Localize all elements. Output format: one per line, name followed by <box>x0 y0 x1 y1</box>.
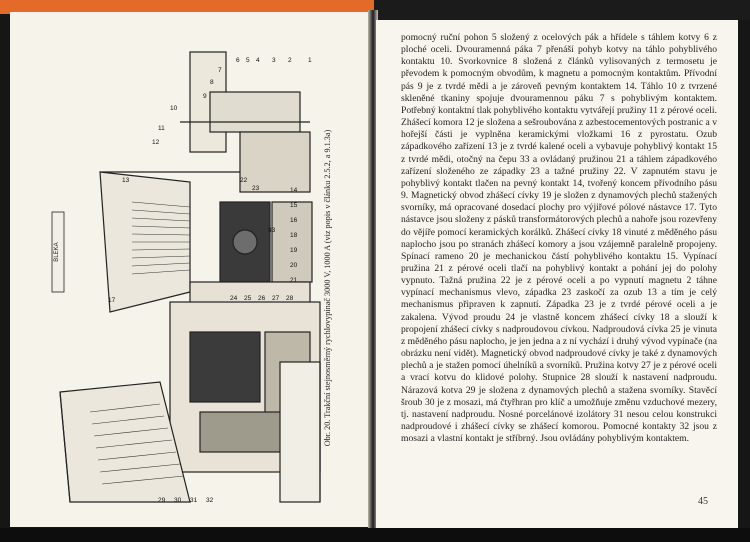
ref-number: 31 <box>190 497 198 504</box>
ref-number: 7 <box>218 67 222 74</box>
background-bottom <box>0 528 750 542</box>
ref-number: 3 <box>272 57 276 64</box>
ref-number: 29 <box>158 497 166 504</box>
ref-number: 17 <box>108 297 116 304</box>
figure-caption-area <box>298 58 358 518</box>
ref-number: 4 <box>256 57 260 64</box>
ref-number: 21 <box>290 277 298 284</box>
ref-number: 28 <box>286 295 294 302</box>
ref-number: 1 <box>308 57 312 64</box>
ref-number: 2 <box>288 57 292 64</box>
ref-number: 33 <box>268 227 276 234</box>
ref-number: 14 <box>290 187 298 194</box>
ref-number: 27 <box>272 295 280 302</box>
ref-number: 6 <box>236 57 240 64</box>
ref-number: 30 <box>174 497 182 504</box>
magnet-housing <box>210 92 300 132</box>
ref-number: 23 <box>252 185 260 192</box>
ref-number: 15 <box>290 202 298 209</box>
ref-number: 11 <box>158 125 165 132</box>
nameplate-text: BLEKA <box>54 242 60 262</box>
ref-number: 10 <box>170 105 178 112</box>
ref-number: 26 <box>258 295 266 302</box>
ref-number: 13 <box>122 177 130 184</box>
circuit-breaker-drawing <box>40 32 330 512</box>
ref-number: 32 <box>206 497 214 504</box>
figure-caption: Obr. 20. Trakční stejnosměrný rychlovypínač 3000 V, 1000 A (viz popis v článku 2.5.2, a 9.1.3a) <box>323 129 332 447</box>
ref-number: 25 <box>244 295 252 302</box>
page-number: 45 <box>698 496 708 507</box>
ref-number: 5 <box>246 57 250 64</box>
paragraph: pomocný ruční pohon 5 složený z ocelových pák a hřídele s táhlem kotvy 6 z ploché oceli. Dvouramenná páka 7 přenáší pohyb kotvy na táhlo pohyblivého kontaktu 10. Svorkovnice 8 složená z článků vylisovaných z termosetu je převodem k pomocným obvodům, k magnetu a pomocným kontaktům. Přívodní pás 9 je z tvrdé mědi a je zároveň pevným kontaktem 14. Táhlo 10 z tvrzené skleněné tkaniny spojuje dvouramennou páku 7 s pohyblivým kontaktem. Potřebný kontaktní tlak pohyblivého kontaktu vytvářejí pružiny 11 z pérové oceli. Zhášecí komora 12 je složena a sešroubována z azbestocementových postranic a v hořejší části je vyplněna keramickými vložkami 16 z pyrostatu. Ozub západkového zařízení 13 je z tvrdé kalené oceli a vybavuje pohyblivý kontakt 15 z tvrdé mědi, otočný na čepu 33 a ovládaný pružinou 21 a táhlem západkového zařízení složeného ze západky 23 a tažné pružiny 22. V zapnutém stavu je pohyblivý kontakt tlačen na pevný kontakt 14, tvořený koncem přívodního pásu 9. Magnetický obvod zhášecí cívky 19 je složen z dynamových plechů stažených svorníky, má opracované dosedací plochy pro výjiřové pólové nástavce 17. Tyto nástavce jsou složeny z pásků transformátorových plechů a nahoře jsou rozevřeny do vějíře pomocí keramických korálků. Zhášecí cívky 18 vinuté z měděného pásu naplocho jsou po stranách zhášecí komory a jsou vzájemně paralelně propojeny. Spínací rameno 20 je mechanickou částí pohyblivého kontaktu 15. Vypínací pružina 21 z pérové oceli tlačí na pohyblivý kontakt a pohání jej do polohy vypnuto. Tažná pružina 22 je z pérové oceli a po vypnutí magnetu 2 táhne vypínací mechanismus vlevo, západka 23 zaskočí za ozub 13 a tím je celý mechanismus připraven k zapnutí. Západka 23 je z tvrdé pérové oceli a je zakalena. Vývod proudu 24 je vlastně koncem zhášecí cívky 18 a slouží k propojení zhášecí cívky s nadproudovou cívkou. Nadproudová cívka 25 je vinuta z měděného pásu naplocho, je jen jedna a z ní vychází i druhý vývod vypínače (na obrázku není vidět). Magnetický obvod nadproudové cívky je také z dynamových plechů a je stažen pomocí úhelníků a svorníků. Pružina kotvy 27 je z pérové oceli a vrací kotvu do klidové polohy. Stupnice 28 slouží k nastavení nadproudu. Nárazová kotva 29 je složena z dynamových plechů a stažena svorníky. Stavěcí šroub 30 je z mosazi, má čtyřhran pro klíč a umožňuje změnu vzduchové mezery, tj. nastavení nadproudu. Nosné porcelánové izolátory 31 nesou celou konstrukci nadproudové i zhášecí cívky se zhášecí komorou. Pomocné kontakty 32 jsou z mosazi a vlastní kontakt je stříbrný. Jsou ovládány pohyblivým kontaktem. <box>401 32 717 445</box>
ref-number: 9 <box>203 93 207 100</box>
ref-number: 16 <box>290 217 298 224</box>
ref-number: 22 <box>240 177 248 184</box>
ref-number: 24 <box>230 295 238 302</box>
ref-number: 18 <box>290 232 298 239</box>
ref-number: 19 <box>290 247 298 254</box>
ref-number: 8 <box>210 79 214 86</box>
ref-number: 20 <box>290 262 298 269</box>
ref-number: 12 <box>152 139 160 146</box>
background-top <box>374 0 750 20</box>
body-text <box>401 32 717 445</box>
